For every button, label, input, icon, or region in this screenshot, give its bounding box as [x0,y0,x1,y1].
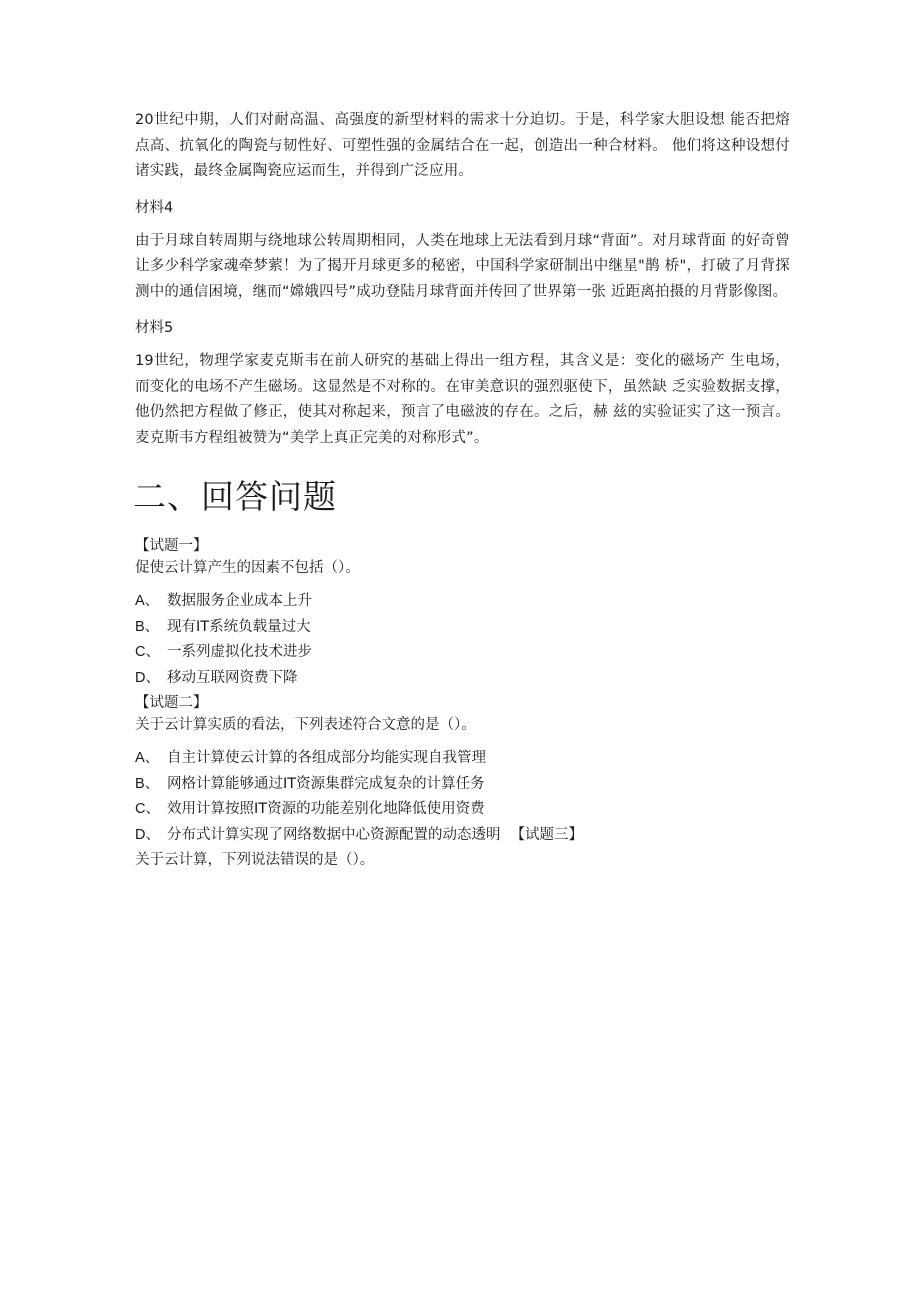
question-2-option-b [135,772,790,798]
question-3 [135,849,790,871]
option-letter: B、 [135,775,160,792]
question-1-option-d [135,666,790,692]
option-text: 移动互联网资费下降 [167,670,298,687]
option-text: 自主计算使云计算的各组成部分均能实现自我管理 [167,749,486,766]
question-1-stem: 促使云计算产生的因素不包括（）。 [135,560,360,576]
material-4-paragraph: 由于月球自转周期与绕地球公转周期相同，人类在地球上无法看到月球“背面”。对月球背面 的好奇曾让多少科学家魂牵梦萦！为了揭开月球更多的秘密，中国科学家研制出中继星"鹊 桥"，打破了月背探测中的通信困境，继而“嫦娥四号”成功登陆月球背面并传回了世界第一张 近距离拍摄的月背影像图。 [135,232,790,300]
question-2 [135,692,790,849]
question-2-tag: 【试题二】 [135,694,208,711]
option-letter: A、 [135,593,160,609]
option-text: 网格计算能够通过IT资源集群完成复杂的计算任务 [167,775,485,792]
option-letter: D、 [135,670,160,687]
option-text: 一系列虚拟化技术进步 [167,644,312,661]
question-1 [135,535,790,692]
option-text: 数据服务企业成本上升 [167,593,312,609]
question-3-stem: 关于云计算，下列说法错误的是（）。 [135,851,375,868]
question-1-option-b [135,615,790,641]
question-3-tag: 【试题三】 [510,826,583,843]
question-1-option-a [135,589,790,615]
option-text: 分布式计算实现了网络数据中心资源配置的动态透明 [167,826,501,843]
question-1-tag: 【试题一】 [135,538,208,554]
question-1-option-c [135,640,790,666]
material-4-label: 材料4 [135,199,174,216]
question-2-stem: 关于云计算实质的看法，下列表述符合文意的是（）。 [135,716,476,733]
question-2-option-c [135,797,790,823]
material-5-label: 材料5 [135,320,174,336]
option-letter: C、 [135,801,160,818]
option-letter: C、 [135,644,160,661]
material-3-paragraph: 20世纪中期，人们对耐高温、高强度的新型材料的需求十分迫切。于是，科学家大胆设想 能否把熔点高、抗氧化的陶瓷与韧性好、可塑性强的金属结合在一起，创造出一种合材料。 他们将这种设想付诸实践，最终金属陶瓷应运而生，并得到广泛应用。 [135,112,790,179]
question-2-option-d [135,823,790,849]
option-letter: B、 [135,618,160,635]
material-5-paragraph: 19世纪，物理学家麦克斯韦在前人研究的基础上得出一组方程，其含义是：变化的磁场产 生电场，而变化的电场不产生磁场。这显然是不对称的。在审美意识的强烈驱使下，虽然缺 乏实验数据支撑，他仍然把方程做了修正，使其对称起来，预言了电磁波的存在。之后，赫 兹的实验证实了这一预言。麦克斯韦方程组被赞为“美学上真正完美的对称形式”。 [135,353,790,446]
section-title: 二、回答问题 [133,477,337,516]
document-page [135,108,790,881]
option-letter: A、 [135,749,160,766]
option-text: 现有IT系统负载量过大 [167,618,311,635]
question-2-option-a [135,746,790,772]
option-letter: D、 [135,826,160,843]
option-text: 效用计算按照IT资源的功能差别化地降低使用资费 [167,801,485,818]
